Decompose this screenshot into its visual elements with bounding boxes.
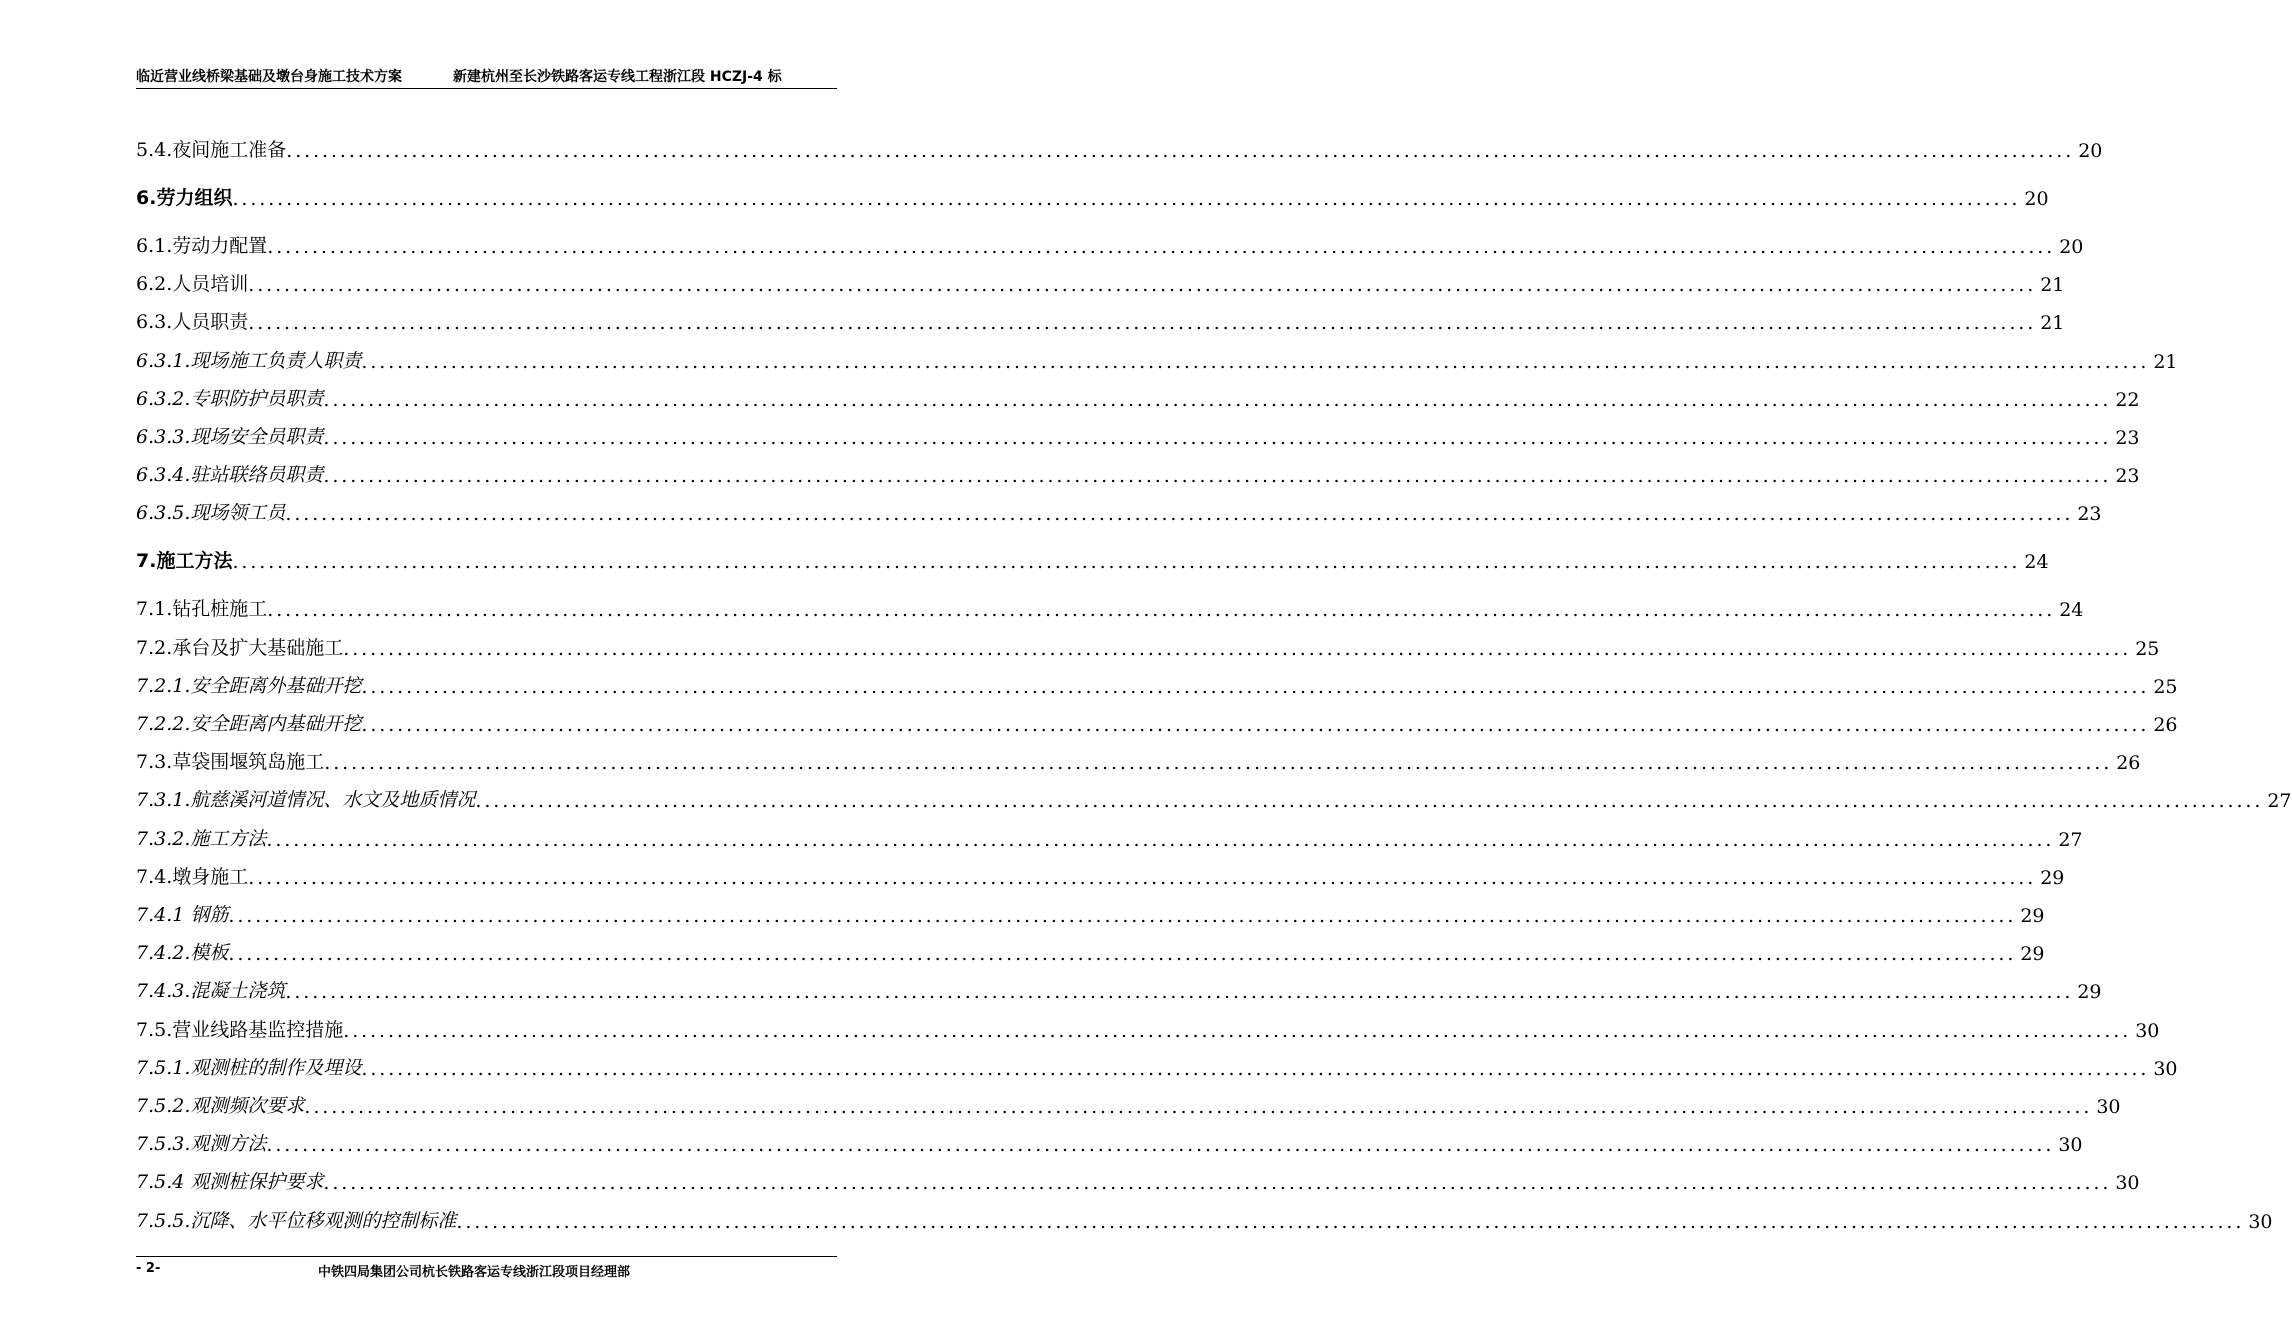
toc-entry[interactable]	[136, 668, 2178, 698]
toc-entry-page-number: 30	[2096, 1096, 2121, 1118]
toc-entry-page-number: 23	[2115, 427, 2140, 449]
toc-entry-page-number: 30	[2153, 1057, 2178, 1080]
toc-entry[interactable]	[136, 706, 2178, 736]
toc-leader-dots: ........................................................................................................................................................................................................	[232, 188, 2021, 210]
toc-entry[interactable]	[136, 1088, 2121, 1118]
toc-entry[interactable]	[136, 266, 2065, 297]
toc-leader-dots: ........................................................................................................................................................................................................	[266, 828, 2055, 851]
toc-entry-page-number: 20	[2059, 236, 2084, 258]
toc-entry[interactable]	[136, 744, 2141, 775]
toc-leader-dots: ........................................................................................................................................................................................................	[361, 1057, 2150, 1080]
toc-entry-page-number: 22	[2115, 388, 2140, 411]
toc-entry-title: 7.4.3.混凝土浇筑	[136, 980, 286, 1003]
header-document-title: 临近营业线桥梁基础及墩台身施工技术方案	[136, 69, 402, 85]
toc-entry-title: 5.4.夜间施工准备	[136, 139, 287, 161]
toc-entry-page-number: 23	[2077, 503, 2102, 526]
toc-entry-page-number: 30	[2248, 1210, 2273, 1233]
toc-leader-dots: ........................................................................................................................................................................................................	[361, 714, 2150, 736]
toc-leader-dots: ........................................................................................................................................................................................................	[475, 790, 2264, 813]
toc-leader-dots: ........................................................................................................................................................................................................	[266, 1134, 2055, 1157]
toc-entry-title: 7.5.4 观测桩保护要求	[136, 1171, 324, 1194]
toc-entry[interactable]	[136, 935, 2045, 966]
toc-entry-title: 7.5.3.观测方法	[136, 1133, 267, 1156]
toc-entry-title: 7.2.承台及扩大基础施工	[136, 636, 344, 659]
toc-leader-dots: ........................................................................................................................................................................................................	[285, 981, 2074, 1004]
footer-organization: 中铁四局集团公司杭长铁路客运专线浙江段项目经理部	[318, 1265, 631, 1280]
toc-leader-dots: ........................................................................................................................................................................................................	[323, 388, 2112, 411]
toc-entry-page-number: 27	[2058, 828, 2083, 851]
toc-leader-dots: ........................................................................................................................................................................................................	[232, 551, 2021, 574]
toc-leader-dots: ........................................................................................................................................................................................................	[248, 312, 2037, 335]
toc-entry-title: 6.3.人员职责	[136, 311, 249, 334]
toc-entry-title: 7.施工方法	[136, 550, 233, 573]
toc-entry[interactable]	[136, 343, 2178, 373]
toc-entry-title: 7.1.钻孔桩施工	[136, 598, 268, 621]
toc-entry-page-number: 20	[2024, 188, 2049, 210]
toc-entry-page-number: 29	[2077, 981, 2102, 1004]
toc-entry-page-number: 25	[2153, 675, 2178, 698]
toc-entry[interactable]	[136, 859, 2065, 889]
toc-entry[interactable]	[136, 897, 2045, 927]
toc-entry[interactable]	[136, 1050, 2178, 1080]
toc-entry[interactable]	[136, 821, 2083, 851]
toc-entry[interactable]	[136, 591, 2084, 622]
toc-entry[interactable]	[136, 1126, 2083, 1157]
toc-entry-page-number: 20	[2078, 140, 2103, 162]
toc-entry[interactable]	[136, 782, 2292, 813]
toc-entry-title: 7.5.2.观测频次要求	[136, 1095, 305, 1117]
toc-entry-page-number: 21	[2040, 312, 2065, 335]
toc-leader-dots: ........................................................................................................................................................................................................	[248, 274, 2037, 297]
toc-leader-dots: ........................................................................................................................................................................................................	[267, 599, 2056, 622]
toc-leader-dots: ........................................................................................................................................................................................................	[267, 236, 2056, 258]
toc-entry-title: 6.劳力组织	[136, 187, 233, 209]
toc-leader-dots: ........................................................................................................................................................................................................	[361, 350, 2150, 373]
page-footer	[136, 1256, 837, 1281]
toc-entry[interactable]	[136, 1203, 2273, 1233]
toc-entry-title: 6.3.1.现场施工负责人职责	[136, 349, 362, 372]
toc-entry-title: 6.3.2.专职防护员职责	[136, 387, 324, 410]
toc-entry-page-number: 29	[2040, 866, 2065, 889]
page-header	[136, 66, 837, 89]
toc-leader-dots: ........................................................................................................................................................................................................	[343, 637, 2132, 660]
toc-entry-title: 6.3.5.现场领工员	[136, 502, 286, 525]
toc-leader-dots: ........................................................................................................................................................................................................	[228, 905, 2017, 927]
toc-leader-dots: ........................................................................................................................................................................................................	[323, 427, 2112, 449]
toc-leader-dots: ........................................................................................................................................................................................................	[248, 866, 2037, 889]
toc-leader-dots: ........................................................................................................................................................................................................	[343, 1019, 2132, 1042]
toc-entry-page-number: 30	[2058, 1134, 2083, 1157]
toc-leader-dots: ........................................................................................................................................................................................................	[324, 752, 2113, 775]
toc-entry-page-number: 21	[2040, 274, 2065, 297]
toc-entry-page-number: 26	[2116, 752, 2141, 775]
toc-entry-page-number: 24	[2059, 599, 2084, 622]
toc-leader-dots: ........................................................................................................................................................................................................	[323, 465, 2112, 488]
toc-entry-title: 7.2.1.安全距离外基础开挖	[136, 674, 362, 697]
toc-entry[interactable]	[136, 973, 2102, 1004]
toc-entry-title: 7.3.2.施工方法	[136, 827, 267, 850]
toc-leader-dots: ........................................................................................................................................................................................................	[361, 675, 2150, 698]
toc-leader-dots: ........................................................................................................................................................................................................	[285, 503, 2074, 526]
toc-entry-page-number: 23	[2115, 465, 2140, 488]
header-project-name: 新建杭州至长沙铁路客运专线工程浙江段 HCZJ-4 标	[453, 69, 782, 85]
toc-entry[interactable]	[136, 495, 2102, 526]
toc-leader-dots: ........................................................................................................................................................................................................	[228, 943, 2017, 966]
footer-page-number: - 2-	[136, 1261, 161, 1276]
toc-entry-page-number: 26	[2153, 714, 2178, 736]
toc-entry-title: 7.5.营业线路基监控措施	[136, 1018, 344, 1041]
toc-leader-dots: ........................................................................................................................................................................................................	[286, 140, 2075, 162]
toc-entry-title: 7.4.2.模板	[136, 942, 229, 965]
toc-leader-dots: ........................................................................................................................................................................................................	[304, 1096, 2093, 1118]
toc-entry[interactable]	[136, 180, 2049, 210]
toc-entry[interactable]	[136, 1012, 2160, 1042]
toc-entry-title: 6.2.人员培训	[136, 273, 249, 296]
toc-entry[interactable]	[136, 381, 2140, 411]
toc-entry-page-number: 29	[2020, 943, 2045, 966]
toc-entry-page-number: 30	[2115, 1172, 2140, 1195]
toc-entry[interactable]	[136, 304, 2065, 335]
toc-entry-title: 6.1.劳动力配置	[136, 235, 268, 257]
toc-leader-dots: ........................................................................................................................................................................................................	[456, 1210, 2245, 1233]
toc-entry[interactable]	[136, 543, 2049, 574]
toc-entry-page-number: 27	[2267, 790, 2292, 813]
toc-entry[interactable]	[136, 457, 2140, 488]
toc-entry-title: 7.5.5.沉降、水平位移观测的控制标准	[136, 1209, 457, 1232]
toc-entry[interactable]	[136, 1164, 2140, 1195]
toc-entry-title: 6.3.3.现场安全员职责	[136, 426, 324, 448]
toc-entry-title: 7.3.草袋围堰筑岛施工	[136, 751, 325, 774]
toc-leader-dots: ........................................................................................................................................................................................................	[323, 1172, 2112, 1195]
toc-entry[interactable]	[136, 630, 2160, 660]
toc-entry-title: 7.4.墩身施工	[136, 865, 249, 888]
toc-entry-title: 7.4.1 钢筋	[136, 904, 229, 926]
toc-entry-page-number: 30	[2135, 1019, 2160, 1042]
toc-entry-page-number: 29	[2020, 905, 2045, 927]
toc-entry-page-number: 21	[2153, 350, 2178, 373]
toc-entry-page-number: 24	[2024, 551, 2049, 574]
toc-entry-title: 7.3.1.航慈溪河道情况、水文及地质情况	[136, 789, 476, 812]
toc-entry-page-number: 25	[2135, 637, 2160, 660]
toc-entry[interactable]	[136, 419, 2140, 449]
toc-entry-title: 7.2.2.安全距离内基础开挖	[136, 713, 362, 735]
toc-entry[interactable]	[136, 228, 2084, 258]
toc-entry-title: 6.3.4.驻站联络员职责	[136, 464, 324, 487]
toc-entry-title: 7.5.1.观测桩的制作及埋设	[136, 1056, 362, 1079]
toc-entry[interactable]	[136, 132, 2103, 162]
